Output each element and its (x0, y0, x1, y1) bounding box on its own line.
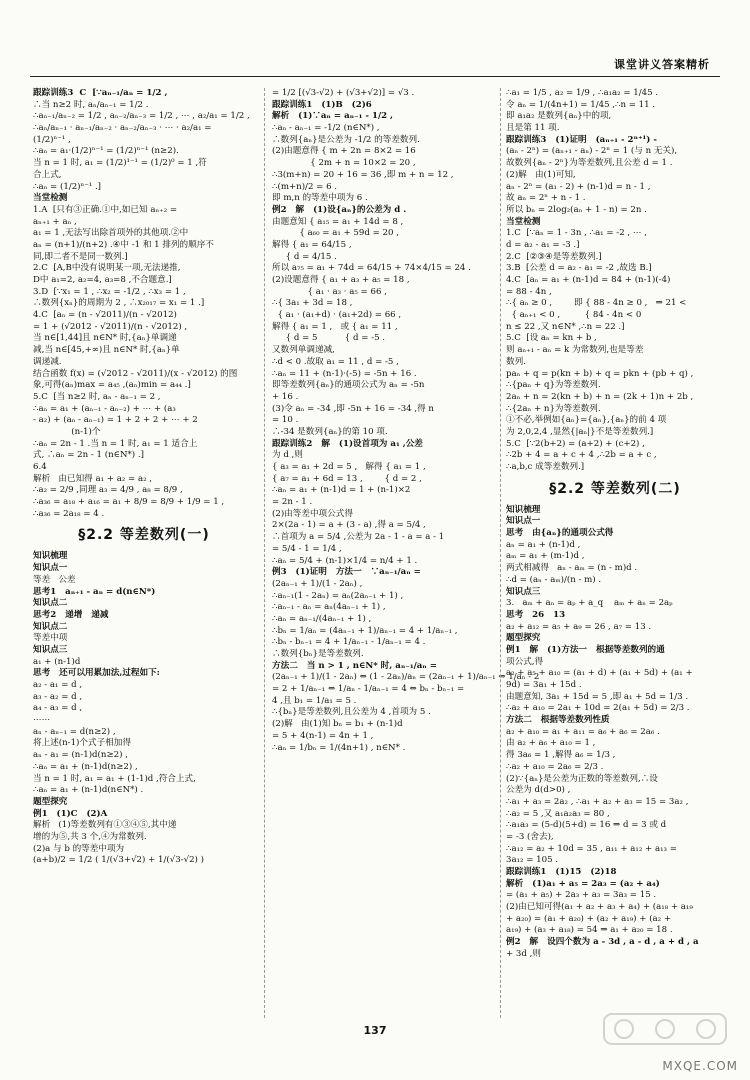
text-line: 4 ,且 b₁ = 1/a₁ = 5 . (272, 695, 357, 706)
text-line: - a₂) + (aₙ - aₙ₋₁) = 1 + 2 + 2 + ⋯ + 2 (33, 415, 198, 426)
text-line: ∴{ aₙ ≥ 0 , 即 { 88 - 4n ≥ 0 , ⇒ 21 < (506, 298, 687, 309)
text-line: 例3 (1)证明 方法一 ∵aₙ₋₁/aₙ = (272, 567, 421, 578)
text-line: ∴数列{xₙ}的周期为 2 , ∴x₂₀₁₇ = x₁ = 1 .] (33, 298, 205, 309)
text-line: ∴数列{aₙ}是公差为 -1/2 的等差数列. (272, 134, 420, 145)
text-line: ∴bₙ = 1/aₙ = (4aₙ₋₁ + 1)/aₙ₋₁ = 4 + 1/aₙ₋₁ , (272, 625, 458, 636)
text-line: ∴a₁₂ = a₂ + 10d = 35 , a₁₁ + a₁₂ + a₁₃ = (506, 843, 677, 854)
text-line: 思考 由{aₙ}的通项公式得 (506, 528, 614, 539)
text-line: 式, ∴aₙ = 2n - 1 (n∈N*) .] (33, 450, 144, 461)
text-line: ∴a,b,c 成等差数列.] (506, 462, 585, 472)
section-heading: §2.2 等差数列(一) (78, 527, 210, 544)
text-line: 知识点三 (33, 644, 68, 655)
text-line: 3a₁₂ = 105 . (506, 855, 559, 866)
text-line: 2.C [②③④是等差数列.] (506, 251, 602, 262)
text-line: aₙ - a₁ = (n-1)d(n≥2) , (33, 750, 128, 761)
text-line: 将上述(n-1)个式子相加得 (33, 738, 131, 749)
column-divider-right (500, 88, 501, 1018)
text-line: ∴首项为 a = 5/4 ,公差为 2a - 1 - a = a - 1 (272, 532, 445, 543)
text-line: ∴a₂ = 2/9 ,同理 a₃ = 4/9 , a₈ = 8/9 , (33, 485, 183, 496)
text-line: ∴a₁ = 1/5 , a₂ = 1/9 , ∴a₁a₂ = 1/45 . (506, 88, 659, 98)
text-line: 2aₙ + n = 2(kn + b) + n = (2k + 1)n + 2b , (506, 391, 694, 402)
text-line: ∴d = (aₙ - aₘ)/(n - m) . (506, 574, 602, 585)
text-line: 5.C [当 n≥2 时, aₙ - aₙ₋₁ = 2 , (33, 391, 161, 402)
text-line: 例1 解 (1)方法一 根据等差数列的通 (506, 644, 665, 655)
column-left (33, 88, 255, 1018)
text-line: (1/2)ⁿ⁻¹ , (33, 134, 71, 145)
text-line: (2)解 由(1)可知, (506, 169, 576, 180)
text-line: 知识梳理 (33, 551, 68, 562)
text-line: (3)令 aₙ = -34 ,即 -5n + 16 = -34 ,得 n (272, 403, 434, 414)
text-line: + a₂₀) = (a₁ + a₂₀) + (a₂ + a₁₉) + (a₂ + (506, 913, 672, 924)
text-line: ∴a₃₆ = 2a₁₈ = 4 . (33, 508, 105, 519)
text-line: 知识点一 (33, 563, 68, 574)
text-line: 1.C [∵aₙ = 1 - 3n , ∴a₁ = -2 , ⋯ , (506, 228, 647, 239)
text-line: ∴aₙ₋₁ - aₙ = aₙ(4aₙ₋₁ + 1) , (272, 602, 386, 613)
text-line: (2)由等差中项公式得 (272, 508, 353, 519)
column-divider-left (264, 88, 265, 1018)
text-line: ∴aₙ = (1/2)ⁿ⁻¹ .] (33, 181, 102, 192)
text-line: { a₁ · a₃ · a₅ = 66 , (272, 286, 387, 297)
text-line: a₁ = 1 ,无法写出除首项外的其他项.②中 (33, 228, 189, 239)
text-line: = 2n - 1 . (272, 497, 313, 508)
text-line: 公差为 d(d>0) , (506, 785, 571, 796)
text-line: ∴数列{bₙ}是等差数列. (272, 649, 364, 659)
text-line: (2aₙ₋₁ + 1)/(1 - 2aₙ) , (272, 578, 363, 589)
text-line: ∴aₙ = 1/bₙ = 1/(4n+1) , n∈N* . (272, 742, 406, 753)
text-line: 2.C [A,B中没有说明某一项,无法递推, (33, 263, 181, 274)
text-line: 合上式, (33, 169, 62, 180)
text-line: ∴a₁ + a₃ = 2a₂ , ∴a₁ + a₂ + a₃ = 15 = 3a₂ , (506, 796, 689, 807)
text-line: (2)∵{aₙ}是公差为正数的等差数列,∴设 (506, 773, 658, 784)
text-line: d = a₂ - a₁ = -3 .] (506, 239, 580, 250)
text-line: ∴aₙ = a₁ + (n-1)d = 1 + (n-1)×2 (272, 485, 411, 496)
text-line: 同,即二者不是同一数列.] (33, 251, 128, 262)
text-line: (2)由已知可得(a₁ + a₂ + a₃ + a₄) + (a₁₈ + a₁₉ (506, 902, 693, 913)
text-line: = 88 - 4n , (506, 286, 552, 297)
text-line: 等差 公差 (33, 574, 76, 585)
text-line: (2)由题意得 { m + 2n = 8×2 = 16 (272, 146, 416, 157)
text-line: 4.C [aₙ = (n - √2011)/(n - √2012) (33, 310, 177, 321)
text-line: 为 d ,则 (272, 450, 303, 461)
text-line: 5.C [∵2(b+2) = (a+2) + (c+2) , (506, 438, 645, 449)
text-line: 为 2,0,2,4 ,显然{|aₙ|}不是等差数列.] (506, 426, 654, 437)
text-line: ∴aₙ = 11 + (n-1)·(-5) = -5n + 16 . (272, 368, 417, 379)
watermark-text: MXQE.COM (662, 1058, 738, 1073)
text-line: ∴2b + 4 = a + c + 4 ,∴2b = a + c , (506, 450, 657, 461)
text-line: = 5 + 4(n-1) = 4n + 1 , (272, 730, 374, 741)
text-line: 3.B [公差 d = a₂ - a₁ = -2 ,故选 B.] (506, 263, 652, 274)
text-line: a₂ - a₁ = d , (33, 680, 83, 691)
text-line: a₁₉) + (a₃ + a₁₈) = 54 ⇒ a₁ + a₂₀ = 18 . (506, 925, 673, 936)
text-line: ∴aₙ₋₁/aₙ₋₂ = 1/2 , aₙ₋₂/aₙ₋₃ = 1/2 , ⋯ , a₂/a₁ = 1/2 , (33, 111, 250, 122)
text-line: 解析 (1)∵aₙ = aₙ₋₁ - 1/2 , (272, 111, 394, 122)
text-line: 思考 26 13 (506, 609, 566, 620)
text-line: 跟踪训练2 解 (1)设首项为 a₁ ,公差 (272, 438, 423, 449)
text-line: n ≤ 22 ,又 n∈N* ,∴n = 22 .] (506, 321, 625, 332)
text-line: 3.D [∵x₁ = 1 , ∴x₂ = -1/2 , ∴x₃ = 1 , (33, 286, 186, 297)
text-line: ∴a₂ = 5 ,又 a₁a₂a₃ = 80 , (506, 808, 610, 819)
text-line: ∴a₂ + a₁₀ = 2a₁ + 10d = 2(a₁ + 5d) = 2/3 . (506, 703, 690, 714)
text-line: a₁ + (n-1)d (33, 656, 81, 667)
text-line: 解析 (1)等差数列有①③④⑤,其中递 (33, 820, 177, 831)
text-line: 例2 解 (1)设{aₙ}的公差为 d . (272, 204, 407, 215)
text-line: ∴aₙ = a₁ + (n-1)d(n∈N*) . (33, 785, 144, 796)
text-line: paₙ + q = p(kn + b) + q = pkn + (pb + q) , (506, 368, 694, 379)
text-line: 3. aₘ + aₙ = aₚ + a_q aₘ + aₙ = 2aₚ (506, 598, 673, 609)
text-line: 当 n∈[1,44]且 n∈N* 时,{aₙ}单调递 (33, 333, 177, 344)
text-line: 故数列{aₙ - 2ⁿ}为等差数列,且公差 d = 1 . (506, 158, 673, 169)
text-line: 例2 解 设四个数为 a - 3d , a - d , a + d , a (506, 937, 699, 948)
text-line: { 2m + n = 10×2 = 20 , (272, 158, 416, 169)
text-line: ∴bₙ - bₙ₋₁ = 4 + 1/aₙ₋₁ - 1/aₙ₋₁ = 4 . (272, 637, 426, 648)
text-line: { d = 4/15 . (272, 251, 337, 262)
text-line: a₂ + a₁₀ = a₁ + a₁₁ = a₆ + a₆ = 2a₆ . (506, 726, 660, 737)
text-line: aₙ = a₁ + (n-1)d , (506, 539, 581, 550)
page-number: 137 (363, 1024, 387, 1037)
text-line: 思考 还可以用累加法,过程如下: (33, 668, 160, 679)
text-line: { d = 5 { d = -5 . (272, 333, 386, 344)
text-line: 减,当 n∈[45,+∞)且 n∈N* 时,{aₙ}单 (33, 345, 180, 356)
text-line: 方法二 根据等差数列性质 (506, 715, 610, 726)
text-line: 1.A [只有③正确.①中,如已知 aₙ₊₂ = (33, 204, 178, 215)
text-line: 题型探究 (33, 796, 68, 807)
text-line: = 5/4 - 1 = 1/4 , (272, 543, 342, 554)
text-line: (n-1)个 (33, 426, 101, 437)
text-line: ∴3(m+n) = 20 + 16 = 36 ,即 m + n = 12 , (272, 169, 454, 180)
text-line: 思考2 递增 递减 (33, 609, 109, 620)
text-line: 当 n = 1 时, a₁ = a₁ + (1-1)d ,符合上式, (33, 773, 196, 784)
text-line: 由题意知 { a₁₅ = a₁ + 14d = 8 , (272, 216, 404, 227)
text-line: = 10 . (272, 415, 299, 426)
text-line: ∴a₂ + a₁₀ = 2a₆ = 2/3 . (506, 761, 604, 772)
text-line: (2aₙ₋₁ + 1)/(1 - 2aₙ) ⇔ (1 - 2aₙ)/aₙ = (2aₙ₋₁ + 1)/aₙ₋₁ ⇔ 1/aₙ - 2 (272, 672, 540, 683)
text-line: (2)解 由(1)知 bₙ = b₁ + (n-1)d (272, 719, 403, 730)
text-line: ∴{2aₙ + n}为等差数列. (506, 403, 601, 414)
text-line: = 2 + 1/aₙ₋₁ ⇔ 1/aₙ - 1/aₙ₋₁ = 4 ⇔ bₙ - bₙ₋₁ = (272, 684, 465, 695)
text-line: ∴aₙ = a₁ + (aₙ₋₁ - aₙ₋₂) + ⋯ + (a₃ (33, 403, 176, 414)
text-line: ∴{bₙ}是等差数列,且公差为 4 ,首项为 5 . (272, 707, 431, 718)
text-line: a₂ + a₅ + a₁₀ = (a₁ + d) + (a₁ + 5d) + (a₁ + (506, 668, 693, 679)
text-line: { a₁ · (a₁+d) · (a₁+2d) = 66 , (272, 310, 402, 321)
column-right (506, 88, 724, 1018)
text-line: ∴aₙ - aₙ₋₁ = -1/2 (n∈N*) , (272, 123, 380, 134)
text-line: 当堂检测 (33, 193, 68, 204)
text-line: ∴aₙ = 2n - 1 .当 n = 1 时, a₁ = 1 适合上 (33, 438, 198, 449)
text-line: ⋯⋯ (33, 715, 51, 726)
text-line: ∴{paₙ + q}为等差数列. (506, 380, 601, 391)
text-line: 故 aₙ = 2ⁿ + n - 1 . (506, 193, 586, 204)
text-line: + 16 . (272, 391, 299, 402)
text-line: 令 aₙ = 1/(4n+1) = 1/45 ,∴n = 11 . (506, 99, 656, 110)
text-line: a₂ + a₁₂ = a₅ + a₉ = 26 , a₇ = 13 . (506, 621, 652, 632)
text-line: 知识点二 (33, 598, 68, 609)
text-line: 项公式,得 (506, 656, 544, 667)
text-line: 由题意知, 3a₁ + 15d = 5 ,即 a₁ + 5d = 1/3 . (506, 691, 689, 702)
text-line: 又数列单调递减, (272, 345, 335, 356)
text-line: ∴aₙ = aₙ₋₁/(4aₙ₋₁ + 1) , (272, 613, 372, 624)
text-line: 即等差数列{aₙ}的通项公式为 aₙ = -5n (272, 380, 425, 391)
text-line: { a₆₀ = a₁ + 59d = 20 , (272, 228, 399, 239)
text-line: 9d) = 3a₁ + 15d . (506, 680, 582, 691)
text-line: aₙ - 2ⁿ = (a₁ - 2) + (n-1)d = n - 1 , (506, 181, 651, 192)
text-line: { a₃ = a₁ + 2d = 5 , 解得 { a₁ = 1 , (272, 462, 426, 472)
text-line: ∴{ 3a₁ + 3d = 18 , (272, 298, 353, 309)
text-line: ∴aₙ/aₙ₋₁ · aₙ₋₁/aₙ₋₂ · aₙ₋₂/aₙ₋₃ · ⋯ · a₂/a₁ = (33, 123, 212, 134)
text-line: = 1/2 [(√3-√2) + (√3+√2)] = √3 . (272, 88, 415, 98)
header-rule (30, 76, 720, 77)
text-line: (2)设题意得 { a₁ + a₃ + a₅ = 18 , (272, 275, 410, 285)
text-line: 知识点一 (506, 516, 541, 527)
text-line: 解得 { a₁ = 1 , 或 { a₁ = 11 , (272, 321, 398, 332)
text-line: 解得 { a₁ = 64/15 , (272, 239, 352, 250)
text-line: (a+b)/2 = 1/2 ( 1/(√3+√2) + 1/(√3-√2) ) (33, 855, 204, 866)
text-line: 6.4 (33, 462, 47, 472)
text-line: = 1 + (√2012 - √2011)/(n - √2012) , (33, 321, 188, 332)
text-line: ∴-34 是数列{aₙ}的第 10 项. (272, 426, 388, 437)
text-line: (aₙ - 2ⁿ) = (aₙ₊₁ - aₙ) - 2ⁿ = 1 (与 n 无关), (506, 146, 678, 157)
text-line: ∴a₃₆ = a₁₈ + a₁₆ = a₁ + 8/9 = 8/9 + 1/9 = 1 , (33, 497, 225, 508)
text-line: ∴aₙ₋₁(1 - 2aₙ) = aₙ(2aₙ₋₁ + 1) , (272, 590, 404, 601)
text-line: 象,可得(aₙ)max = a₄₅ ,(aₙ)min = a₄₄ .] (33, 380, 191, 391)
text-line: 所以 bₙ = 2log₂(aₙ + 1 - n) = 2n . (506, 204, 647, 215)
text-line: (2)a 与 b 的等差中项为 (33, 843, 125, 854)
text-line: 例1 (1)C (2)A (33, 808, 108, 819)
text-line: ∴当 n≥2 时, aₙ/aₙ₋₁ = 1/2 . (33, 99, 149, 110)
text-line: ∴aₙ = a₁·(1/2)ⁿ⁻¹ = (1/2)ⁿ⁻¹ (n≥2). (33, 146, 179, 157)
text-line: 思考1 aₙ₊₁ - aₙ = d(n∈N*) (33, 586, 156, 597)
text-line: D中 a₁=2, a₂=4, a₃=8 ,不合题意.] (33, 275, 172, 285)
text-line: 解析 由已知得 a₁ + a₂ = a₂ , (33, 473, 152, 484)
text-line: 4.C [aₙ = a₁ + (n-1)d = 84 + (n-1)(-4) (506, 275, 671, 285)
text-line: 调递减. (33, 356, 62, 367)
text-line: + 3d ,则 (506, 948, 541, 959)
text-line: 增的为⑤,共 3 个,④为常数列. (33, 831, 147, 842)
section-heading: §2.2 等差数列(二) (549, 480, 681, 497)
text-line: 数列. (506, 356, 526, 367)
text-line: 跟踪训练3 C [∵aₙ₋₁/aₙ = 1/2 , (33, 88, 168, 98)
text-line: 题型探究 (506, 633, 541, 644)
text-line: 知识点三 (506, 586, 541, 597)
text-line: 即 a₁a₂ 是数列{aₙ}中的项, (506, 111, 612, 122)
text-line: 等差中项 (33, 633, 68, 644)
text-line: 当堂检测 (506, 216, 541, 227)
text-line: 解析 (1)a₁ + a₅ = 2a₃ = (a₂ + a₄) (506, 878, 660, 889)
text-line: 5.C [设 aₙ = kn + b , (506, 333, 597, 344)
text-line: aₘ = a₁ + (m-1)d , (506, 551, 585, 562)
text-line: aₙ₊₁ + aₙ , (33, 216, 77, 227)
text-line: a₃ - a₂ = d , (33, 691, 83, 702)
text-line: ∴d < 0 .故取 a₁ = 11 , d = -5 , (272, 356, 399, 367)
text-line: a₄ - a₃ = d , (33, 703, 83, 714)
text-line: ①不必,举例如{aₙ}={aₙ},{aₙ}的前 4 项 (506, 415, 667, 426)
text-line: 2×(2a - 1) = a + (3 - a) ,得 a = 5/4 , (272, 520, 426, 531)
header-title: 课堂讲义答案精析 (614, 58, 710, 71)
text-line: 跟踪训练1 (1)15 (2)18 (506, 867, 617, 878)
text-line: { a₇ = a₁ + 6d = 13 , { d = 2 , (272, 473, 422, 484)
text-line: 所以 a₇₅ = a₁ + 74d = 64/15 + 74×4/15 = 24 . (272, 263, 471, 274)
text-line: ∴(m+n)/2 = 6 . (272, 181, 338, 192)
text-line: aₙ - aₙ₋₁ = d(n≥2) , (33, 726, 116, 737)
text-line: 知识点二 (33, 621, 68, 632)
text-line: 得 3a₆ = 1 ,解得 a₆ = 1/3 , (506, 750, 616, 761)
text-line: ∴aₙ = 5/4 + (n-1)×1/4 = n/4 + 1 . (272, 555, 418, 566)
text-line: 则 aₙ₊₁ - aₙ = k 为常数列,也是等差 (506, 345, 644, 356)
text-line: 方法二 当 n > 1 , n∈N* 时, aₙ₋₁/aₙ = (272, 660, 437, 671)
text-line: 且是第 11 项. (506, 123, 560, 134)
text-line: ∴aₙ = a₁ + (n-1)d(n≥2) , (33, 761, 138, 772)
text-line: 结合函数 f(x) = (√2012 - √2011)/(x - √2012) 的图 (33, 368, 238, 379)
text-line: 两式相减得 aₙ - aₘ = (n - m)d . (506, 563, 638, 574)
text-line: 跟踪训练3 (1)证明 (aₙ₊₁ - 2ⁿ⁺¹) - (506, 134, 657, 145)
text-line: 知识梳理 (506, 504, 541, 515)
text-line: = -3 (舍去), (506, 831, 554, 842)
text-line: 当 n = 1 时, a₁ = (1/2)¹⁻¹ = (1/2)⁰ = 1 ,符 (33, 158, 207, 169)
text-line: 即 m,n 的等差中项为 6 . (272, 193, 368, 204)
text-line: 由 a₂ + a₆ + a₁₀ = 1 , (506, 738, 596, 749)
text-line: 跟踪训练1 (1)B (2)6 (272, 99, 372, 110)
text-line: aₙ = (n+1)/(n+2) .④中 -1 和 1 排列的顺序不 (33, 239, 214, 250)
text-line: = (a₁ + a₅) + 2a₃ + a₃ = 3a₃ = 15 . (506, 890, 657, 901)
text-line: { aₙ₊₁ < 0 , { 84 - 4n < 0 (506, 310, 642, 321)
text-line: ∴a₁a₃ = (5-d)(5+d) = 16 ⇒ d = 3 或 d (506, 820, 667, 831)
